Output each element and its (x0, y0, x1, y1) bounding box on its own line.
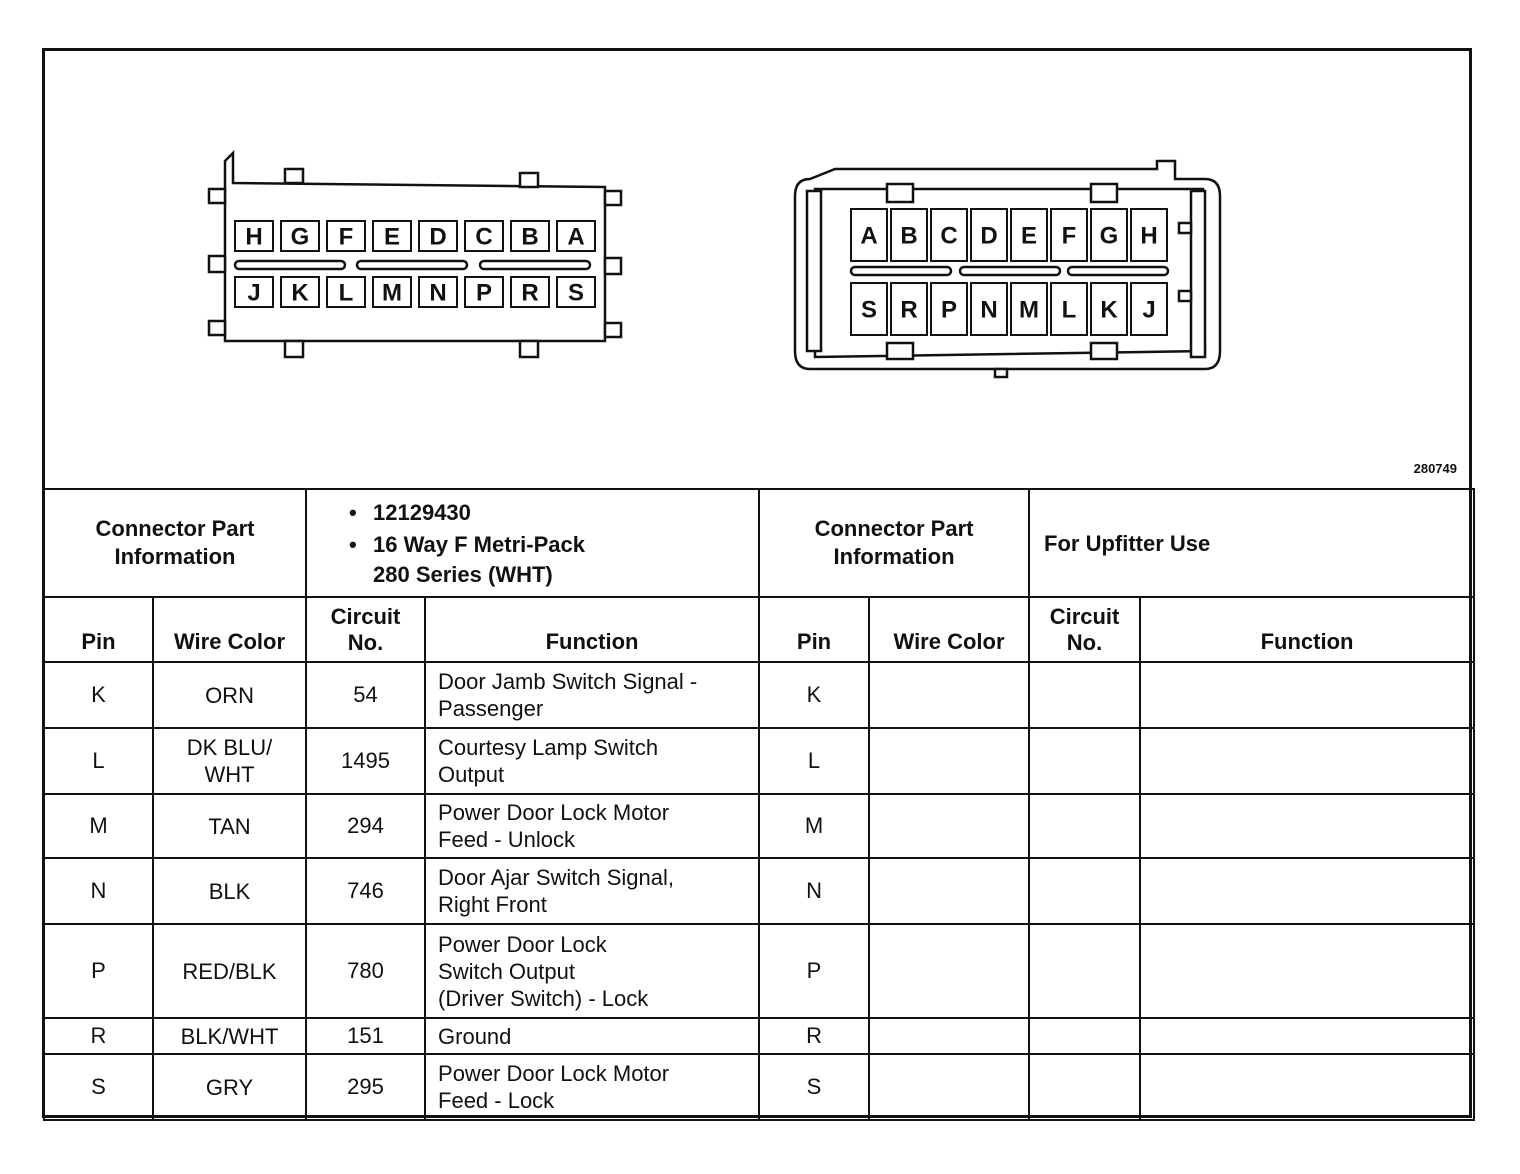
pin-label: L (338, 279, 354, 307)
function-cell (425, 1018, 759, 1054)
wire-color-line: DK BLU/ (186, 735, 273, 760)
wire-color-cell (153, 662, 306, 728)
pin-label: J (1142, 296, 1156, 324)
pin-label: C (940, 222, 958, 250)
left-info-label: Connector Part Information (44, 489, 306, 597)
function-cell (425, 728, 759, 794)
right-info-value: For Upfitter Use (1029, 489, 1474, 597)
part-number: 12129430 (373, 500, 471, 525)
pin-cell-right: M (759, 794, 869, 858)
function-cell-right (1140, 728, 1474, 794)
function-line: Switch Output (438, 958, 575, 984)
function-line: Ground (438, 1023, 512, 1049)
wire-color-cell (153, 728, 306, 794)
circuit-cell: 780 (306, 924, 425, 1018)
circuit-cell-right (1029, 924, 1140, 1018)
pin-cell: L (44, 728, 153, 794)
function-cell-right (1140, 662, 1474, 728)
circuit-cell-right (1029, 858, 1140, 924)
bullet-icon: • (349, 532, 357, 557)
bullet-icon: • (349, 500, 357, 525)
pin-label: D (980, 222, 998, 250)
pin-label: P (940, 296, 958, 324)
pin-label: N (429, 279, 447, 307)
header-circuit-no-right: Circuit No. (1029, 597, 1140, 662)
circuit-cell: 746 (306, 858, 425, 924)
pin-label: K (291, 279, 309, 307)
function-line: Power Door Lock Motor (438, 1061, 670, 1086)
header-circuit-no: Circuit No. (306, 597, 425, 662)
pin-label: M (1019, 296, 1039, 324)
function-cell-right (1140, 1018, 1474, 1054)
wire-color-line: TAN (208, 813, 251, 839)
function-cell (425, 924, 759, 1018)
circuit-cell: 54 (306, 662, 425, 728)
circuit-cell-right (1029, 728, 1140, 794)
wire-color-cell-right (869, 662, 1029, 728)
circuit-cell: 151 (306, 1018, 425, 1054)
header-wire-color: Wire Color (153, 597, 306, 662)
pin-label: N (980, 296, 998, 324)
pin-label: G (290, 223, 310, 251)
function-line: Feed - Unlock (438, 827, 575, 852)
wire-color-cell (153, 924, 306, 1018)
pin-cell: S (44, 1054, 153, 1120)
pin-cell-right: S (759, 1054, 869, 1120)
function-line: Door Ajar Switch Signal, (438, 865, 675, 890)
pin-label: P (475, 279, 493, 307)
pin-label: L (1061, 296, 1077, 324)
table-row (44, 1018, 1474, 1054)
pin-label: B (521, 223, 539, 251)
pin-label: S (860, 296, 878, 324)
function-cell-right (1140, 858, 1474, 924)
function-line: Door Jamb Switch Signal - (438, 669, 698, 694)
header-pin: Pin (44, 597, 153, 662)
pin-label: S (567, 279, 585, 307)
pin-label: A (567, 223, 585, 251)
connector-description: 16 Way F Metri-Pack (373, 532, 585, 557)
connector-drawings (45, 51, 1469, 488)
function-cell (425, 858, 759, 924)
wire-color-cell-right (869, 1054, 1029, 1120)
wire-color-cell (153, 1054, 306, 1120)
function-cell-right (1140, 794, 1474, 858)
pin-cell: K (44, 662, 153, 728)
wire-color-cell-right (869, 924, 1029, 1018)
pin-label: F (338, 223, 354, 251)
pin-label: A (860, 222, 878, 250)
circuit-cell-right (1029, 794, 1140, 858)
wire-color-cell-right (869, 858, 1029, 924)
wire-color-cell (153, 858, 306, 924)
circuit-cell: 1495 (306, 728, 425, 794)
figure-number: 280749 (1413, 461, 1457, 476)
right-info-label: Connector Part Information (759, 489, 1029, 597)
wire-color-cell-right (869, 1018, 1029, 1054)
table-row (44, 794, 1474, 858)
wire-color-cell (153, 1018, 306, 1054)
function-cell (425, 1054, 759, 1120)
pin-label: C (475, 223, 493, 251)
wire-color-line: ORN (205, 682, 254, 708)
function-line: Courtesy Lamp Switch (438, 735, 659, 760)
pin-label: G (1099, 222, 1119, 250)
pin-cell-right: R (759, 1018, 869, 1054)
pin-label: F (1061, 222, 1077, 250)
header-wire-color-right: Wire Color (869, 597, 1029, 662)
pin-cell-right: K (759, 662, 869, 728)
pin-cell-right: L (759, 728, 869, 794)
wire-color-line: RED/BLK (182, 958, 277, 984)
diagram-frame (42, 48, 1472, 1118)
function-line: Feed - Lock (438, 1088, 555, 1113)
wire-color-line: BLK/WHT (180, 1023, 279, 1049)
pin-label: H (245, 223, 263, 251)
connector-description-line2: 280 Series (WHT) (373, 562, 553, 587)
circuit-cell: 295 (306, 1054, 425, 1120)
function-cell-right (1140, 1054, 1474, 1120)
function-cell-right (1140, 924, 1474, 1018)
pin-cell: P (44, 924, 153, 1018)
pin-label: J (247, 279, 261, 307)
pin-cell-right: P (759, 924, 869, 1018)
pin-label: R (521, 279, 539, 307)
function-line: (Driver Switch) - Lock (438, 985, 649, 1011)
circuit-cell-right (1029, 662, 1140, 728)
column-header-row (44, 597, 1474, 662)
pin-label: B (900, 222, 918, 250)
function-line: Right Front (438, 892, 547, 917)
wire-color-cell-right (869, 728, 1029, 794)
header-function: Function (425, 597, 759, 662)
header-pin-right: Pin (759, 597, 869, 662)
pin-table (43, 488, 1475, 1121)
function-line: Output (438, 762, 505, 787)
function-line: Power Door Lock Motor (438, 800, 670, 825)
function-cell (425, 794, 759, 858)
connector-rear (795, 161, 1220, 377)
wire-color-cell-right (869, 794, 1029, 858)
pin-label: M (382, 279, 402, 307)
header-function-right: Function (1140, 597, 1474, 662)
pin-cell: N (44, 858, 153, 924)
pin-cell: M (44, 794, 153, 858)
connector-info-row (44, 489, 1474, 597)
pin-label: E (383, 223, 401, 251)
wire-color-line: WHT (204, 762, 255, 787)
pin-label: D (429, 223, 447, 251)
table-row (44, 728, 1474, 794)
circuit-cell-right (1029, 1018, 1140, 1054)
wire-color-line: GRY (205, 1074, 254, 1100)
pin-cell: R (44, 1018, 153, 1054)
table-row (44, 858, 1474, 924)
connector-diagram (45, 51, 1469, 488)
function-line: Passenger (438, 696, 544, 721)
pin-cell-right: N (759, 858, 869, 924)
pin-label: H (1140, 222, 1158, 250)
function-line: Power Door Lock (438, 931, 607, 957)
function-cell (425, 662, 759, 728)
pin-label: E (1020, 222, 1038, 250)
table-row (44, 924, 1474, 1018)
connector-front (209, 153, 621, 357)
wire-color-line: BLK (208, 878, 251, 904)
table-row (44, 1054, 1474, 1120)
wire-color-cell (153, 794, 306, 858)
pin-label: R (900, 296, 918, 324)
table-row (44, 662, 1474, 728)
circuit-cell: 294 (306, 794, 425, 858)
left-info-value (306, 489, 759, 597)
pin-label: K (1100, 296, 1118, 324)
circuit-cell-right (1029, 1054, 1140, 1120)
